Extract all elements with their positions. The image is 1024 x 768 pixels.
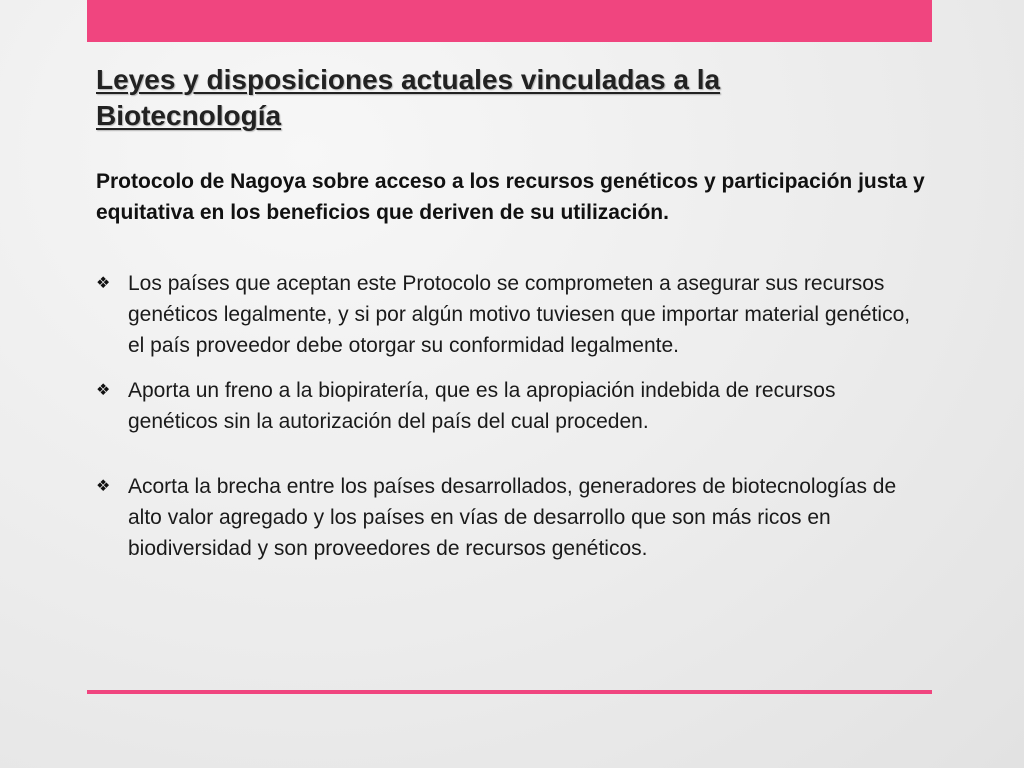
top-accent-bar [87,0,932,42]
diamond-bullet-icon: ❖ [96,275,111,292]
bottom-accent-line [87,690,932,694]
bullet-item [96,268,916,361]
bullet-text: Acorta la brecha entre los países desarrollados, generadores de biotecnologías de alto valor agregado y los países en vías de desarrollo que son más ricos en biodiversidad y son proveedores de recursos genéticos. [128,475,897,560]
diamond-bullet-icon: ❖ [96,382,111,399]
slide-title: Leyes y disposiciones actuales vinculadas a la Biotecnología [96,64,721,131]
bullet-item [96,471,916,564]
bullet-text: Los países que aceptan este Protocolo se comprometen a asegurar sus recursos genéticos legalmente, y si por algún motivo tuviesen que importar material genético, el país proveedor debe otorgar su conformidad legalmente. [128,272,911,357]
bullet-list [96,268,916,564]
slide-subtitle: Protocolo de Nagoya sobre acceso a los recursos genéticos y participación justa y equitativa en los beneficios que deriven de su utilización. [96,170,925,224]
diamond-bullet-icon: ❖ [96,478,111,495]
bullet-text: Aporta un freno a la biopiratería, que es la apropiación indebida de recursos genéticos sin la autorización del país del cual proceden. [128,379,836,433]
bullet-item [96,375,916,437]
